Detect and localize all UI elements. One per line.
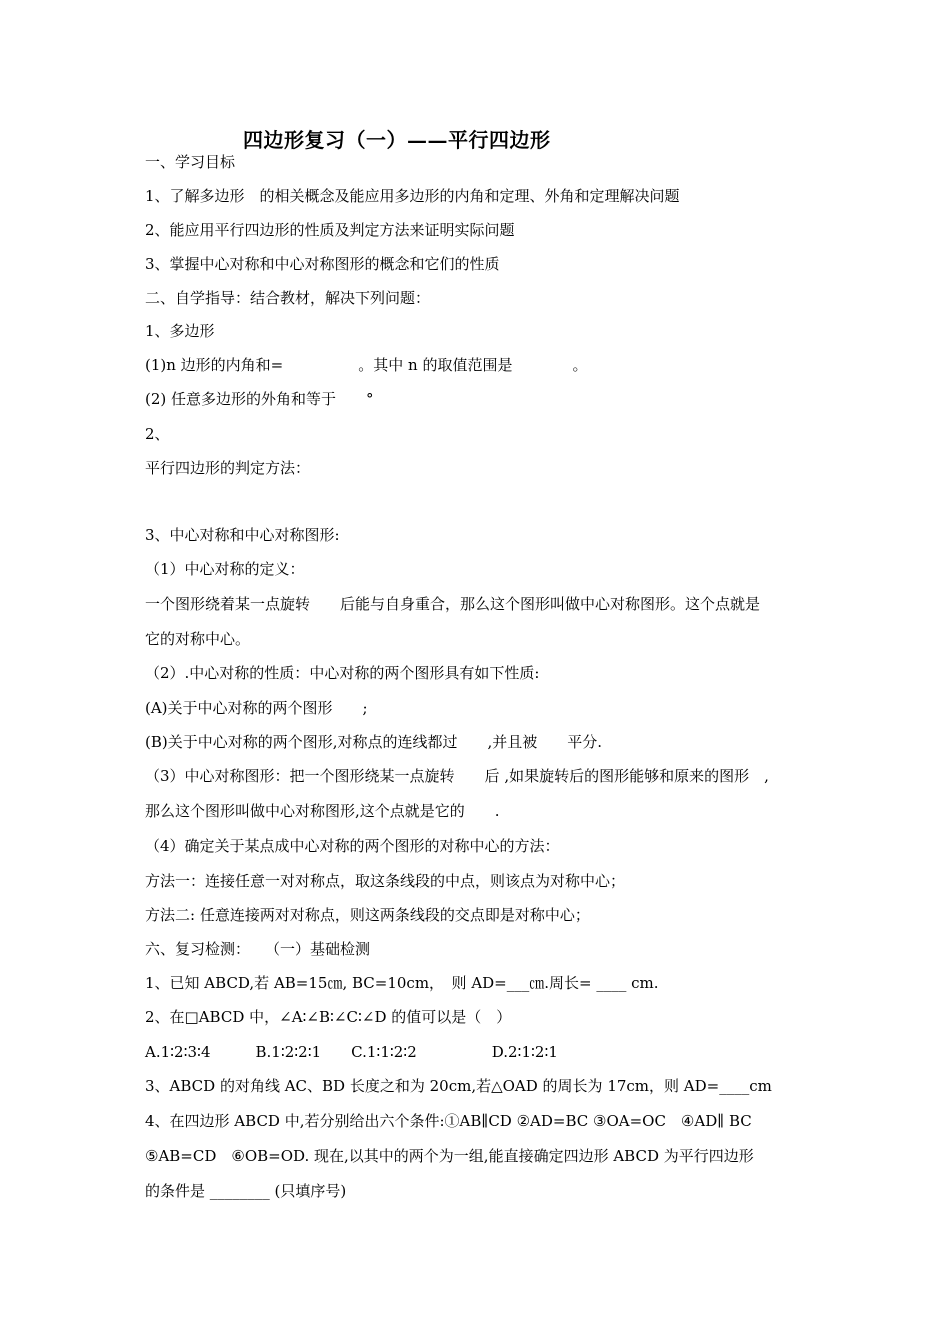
section-heading-objectives: 一、学习目标: [145, 153, 236, 171]
question-4-continued: 的条件是 ________ (只填序号): [145, 1182, 347, 1200]
text-line: 它的对称中心。: [145, 630, 251, 648]
subheading-central-symmetry: 3、中心对称和中心对称图形:: [145, 526, 340, 544]
section-heading-self-study: 二、自学指导：结合教材，解决下列问题：: [145, 289, 431, 307]
text-line: (A)关于中心对称的两个图形 ;: [145, 699, 368, 717]
page-title: 四边形复习（一）——平行四边形: [243, 128, 551, 152]
question-2-options: A.1∶2∶3∶4 B.1∶2∶2∶1 C.1∶1∶2∶2 D.2∶1∶2∶1: [145, 1043, 558, 1061]
question-4-continued: ⑤AB=CD ⑥OB=OD. 现在,以其中的两个为一组,能直接确定四边形 ABCD 为平行四边形: [145, 1147, 754, 1165]
text-line: （3）中心对称图形：把一个图形绕某一点旋转 后 ,如果旋转后的图形能够和原来的图形 ,: [145, 767, 769, 785]
text-line: 方法一：连接任意一对对称点，取这条线段的中点，则该点为对称中心；: [145, 872, 626, 890]
objective-item-3: 3、掌握中心对称和中心对称图形的概念和它们的性质: [145, 255, 500, 273]
section-heading-review: 六、复习检测： （一）基础检测: [145, 940, 371, 958]
text-line: （2）.中心对称的性质：中心对称的两个图形具有如下性质:: [145, 664, 540, 682]
text-line: 那么这个图形叫做中心对称图形,这个点就是它的 .: [145, 802, 500, 820]
text-line: （1）中心对称的定义：: [145, 560, 305, 578]
question-1: 1、已知 ABCD,若 AB=15㎝, BC=10cm， 则 AD=___㎝.周长= ____ cm.: [145, 974, 659, 992]
text-line: （4）确定关于某点成中心对称的两个图形的对称中心的方法：: [145, 837, 560, 855]
text-line: 方法二: 任意连接两对对称点，则这两条线段的交点即是对称中心；: [145, 906, 590, 924]
text-line: (1)n 边形的内角和= 。其中 n 的取值范围是 。: [145, 356, 588, 374]
subheading-polygon: 1、多边形: [145, 322, 215, 340]
text-line: 平行四边形的判定方法：: [145, 459, 311, 477]
text-line: (B)关于中心对称的两个图形,对称点的连线都过 ,并且被 平分.: [145, 733, 603, 751]
subheading-item-2: 2、: [145, 425, 170, 443]
question-4: 4、在四边形 ABCD 中,若分别给出六个条件:①AB∥CD ②AD=BC ③OA=OC ④AD∥ BC: [145, 1112, 752, 1130]
question-3: 3、ABCD 的对角线 AC、BD 长度之和为 20cm,若△OAD 的周长为 17cm，则 AD=____cm: [145, 1077, 772, 1095]
objective-item-1: 1、了解多边形 的相关概念及能应用多边形的内角和定理、外角和定理解决问题: [145, 187, 680, 205]
objective-item-2: 2、能应用平行四边形的性质及判定方法来证明实际问题: [145, 221, 515, 239]
question-2: 2、在□ABCD 中，∠A∶∠B∶∠C∶∠D 的值可以是（ ）: [145, 1008, 512, 1026]
text-line: 一个图形绕着某一点旋转 后能与自身重合，那么这个图形叫做中心对称图形。这个点就是: [145, 595, 761, 613]
text-line: (2) 任意多边形的外角和等于 °: [145, 390, 374, 408]
